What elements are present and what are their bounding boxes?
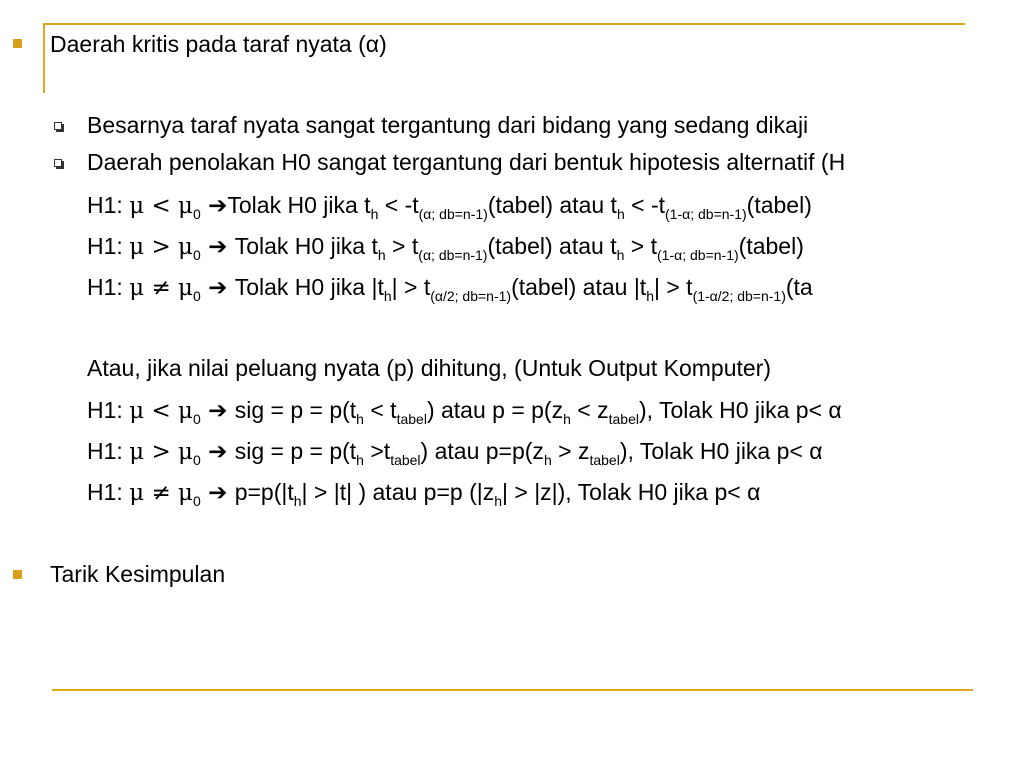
mu-symbol: μ [129,193,145,219]
subscript: h [543,452,552,468]
bullet-main-1: Daerah kritis pada taraf nyata (α) [50,31,387,57]
subscript: 0 [193,247,201,263]
subscript: 0 [193,288,201,304]
hypothesis-label: H1: [87,438,130,464]
bullet-sub-2: Daerah penolakan H0 sangat tergantung dari bentuk hipotesis alternatif (H [87,149,846,175]
right-arrow-icon: ➔ [200,275,235,301]
mu-symbol: μ [129,439,145,465]
subscript: (α; db=n-1) [418,247,488,263]
mu-symbol: μ [129,275,145,301]
right-arrow-icon: ➔ [200,398,235,424]
subscript: tabel [589,452,620,468]
atau-line: Atau, jika nilai peluang nyata (p) dihitung, (Untuk Output Komputer) [87,355,771,381]
mu-symbol: μ [129,398,145,424]
subscript: (1-α; db=n-1) [657,247,739,263]
rule-text: ), Tolak H0 jika p< α [638,397,842,423]
mu-symbol: μ [178,234,193,260]
rule-text: | > t [653,274,693,300]
mu-symbol: μ [178,193,193,219]
subscript: 0 [193,493,201,509]
subscript: h [356,411,364,427]
bullet-main-2: Tarik Kesimpulan [50,561,226,587]
rule-text: Tolak H0 jika t [227,192,371,218]
operator-symbol: < [144,398,179,424]
mu-symbol: μ [178,275,193,301]
operator-symbol: < [144,193,179,219]
rule-text: Tolak H0 jika t [234,233,378,259]
mu-symbol: μ [178,480,193,506]
rule-text: > t [385,233,419,259]
mu-symbol: μ [178,439,193,465]
subscript: tabel [608,411,639,427]
subscript: 0 [193,411,201,427]
pvalue-rule-line [87,437,823,466]
rule-text: Tolak H0 jika |t [234,274,384,300]
subscript: h [646,288,654,304]
right-arrow-icon: ➔ [200,439,235,465]
rule-text: >t [363,438,391,464]
hypothesis-label: H1: [87,192,130,218]
rule-text: (tabel) [746,192,812,218]
rule-text: < z [570,397,609,423]
hypothesis-label: H1: [87,274,130,300]
subscript: h [616,206,625,222]
rule-text: ) atau p = p(z [426,397,564,423]
right-arrow-icon: ➔ [200,234,235,260]
bullet-sub-1: Besarnya taraf nyata sangat tergantung dari bidang yang sedang dikaji [87,112,809,138]
right-arrow-icon: ➔ [200,193,228,219]
rule-text: | > t [391,274,431,300]
decor-bottom-rule [52,689,973,691]
subscript: h [377,247,386,263]
right-arrow-icon: ➔ [200,480,235,506]
subscript: h [494,493,503,509]
hypothesis-label: H1: [87,479,130,505]
operator-symbol: > [144,234,179,260]
subscript: 0 [193,206,201,222]
rule-line [87,232,804,261]
decor-top-rule [43,23,965,25]
rule-text: sig = p = p(t [234,397,357,423]
square-bullet-icon [13,39,22,48]
subscript: h [370,206,379,222]
pvalue-rule-line [87,396,842,425]
subscript: h [563,411,571,427]
rule-line [87,273,813,302]
rule-text: ) atau p=p(z [420,438,544,464]
operator-symbol: ≠ [144,275,179,301]
hypothesis-label: H1: [87,397,130,423]
subscript: h [293,493,302,509]
subscript: h [356,452,364,468]
subscript: tabel [396,411,427,427]
subscript: (α/2; db=n-1) [430,288,512,304]
rule-text: < t [363,397,397,423]
rule-text: p=p(|t [234,479,294,505]
rule-text: sig = p = p(t [234,438,357,464]
rule-text: < -t [378,192,419,218]
rule-text: < -t [624,192,666,218]
hollow-square-bullet-icon [54,159,62,167]
rule-text: > t [624,233,658,259]
subscript: (α; db=n-1) [418,206,488,222]
operator-symbol: ≠ [144,480,179,506]
hypothesis-label: H1: [87,233,130,259]
decor-vertical-rule [43,23,45,93]
rule-text: (ta [785,274,813,300]
subscript: tabel [390,452,421,468]
rule-text: > z [551,438,590,464]
rule-text: (tabel) atau |t [511,274,647,300]
rule-text: (tabel) atau t [487,192,617,218]
rule-text: ), Tolak H0 jika p< α [619,438,823,464]
mu-symbol: μ [129,234,145,260]
mu-symbol: μ [129,480,145,506]
subscript: h [616,247,625,263]
pvalue-rule-line [87,478,760,507]
hollow-square-bullet-icon [54,122,62,130]
mu-symbol: μ [178,398,193,424]
subscript: h [383,288,392,304]
rule-line [87,191,812,220]
subscript: (1-α/2; db=n-1) [692,288,786,304]
rule-text: | > |z|), Tolak H0 jika p< α [502,479,761,505]
square-bullet-icon [13,570,22,579]
subscript: 0 [193,452,201,468]
operator-symbol: > [144,439,179,465]
rule-text: | > |t| ) atau p=p (|z [301,479,495,505]
rule-text: (tabel) [738,233,804,259]
rule-text: (tabel) atau t [487,233,617,259]
subscript: (1-α; db=n-1) [665,206,747,222]
